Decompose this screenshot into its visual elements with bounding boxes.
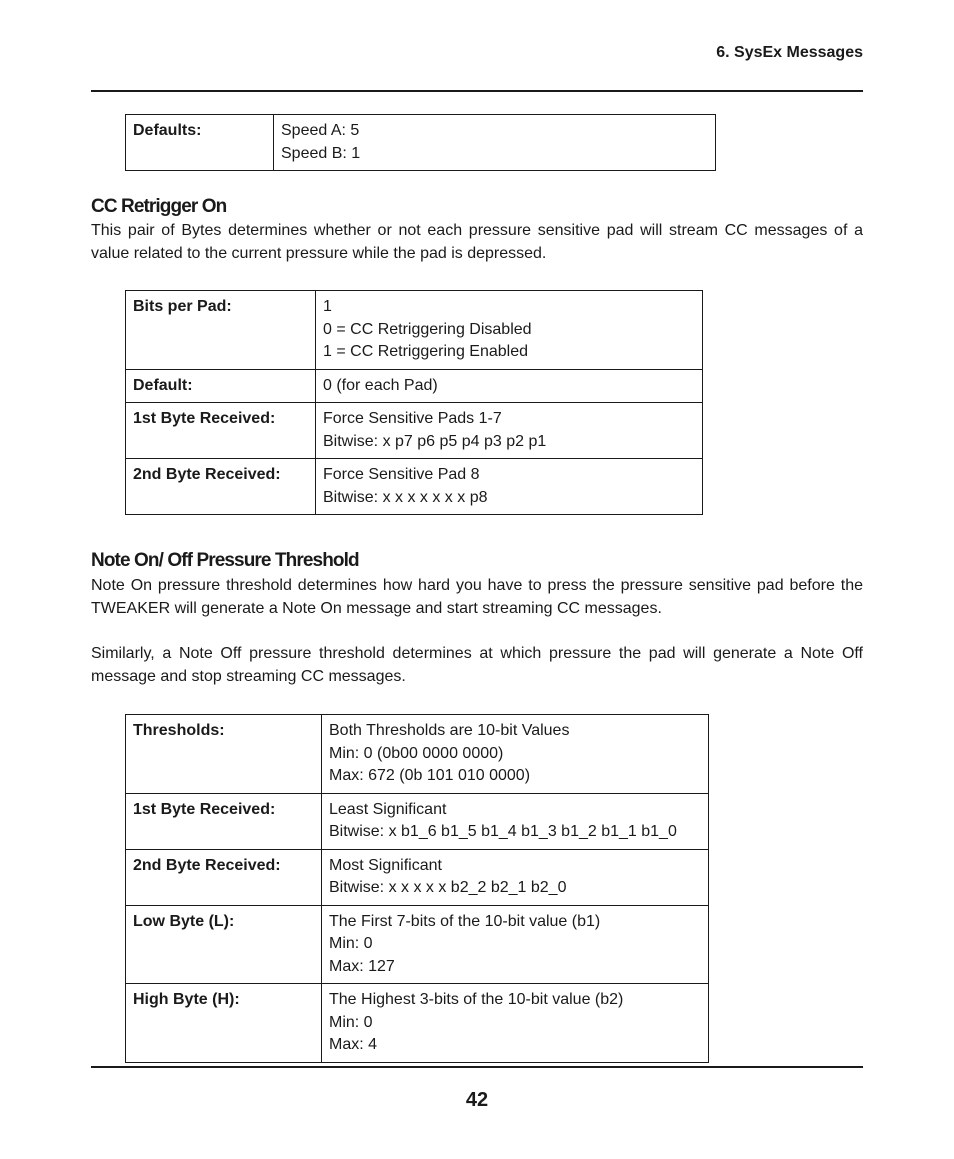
row-label: 2nd Byte Received: xyxy=(126,459,316,515)
note-threshold-description: Note On pressure threshold determines how hard you have to press the pressure sensitive pad before the TWEAKER will generate a Note On message and start streaming CC messages. xyxy=(91,577,863,617)
value-line: Bitwise: x x x x x b2_2 b2_1 b2_0 xyxy=(329,879,567,896)
value-line: Speed B: 1 xyxy=(281,144,361,162)
row-label: Default: xyxy=(126,369,316,403)
cc-retrigger-table xyxy=(125,290,703,515)
value-line: The Highest 3-bits of the 10-bit value (b2) xyxy=(329,991,624,1008)
row-value xyxy=(274,115,716,171)
row-label: 1st Byte Received: xyxy=(126,403,316,459)
value-line: Both Thresholds are 10-bit Values xyxy=(329,722,570,739)
row-label: 1st Byte Received: xyxy=(126,793,322,849)
table-row xyxy=(126,369,703,403)
cc-retrigger-heading: CC Retrigger On xyxy=(91,196,227,217)
row-label: Defaults: xyxy=(126,115,274,171)
row-value xyxy=(322,849,709,905)
value-line: Bitwise: x p7 p6 p5 p4 p3 p2 p1 xyxy=(323,432,547,450)
header-divider xyxy=(91,90,863,92)
table-row xyxy=(126,849,709,905)
defaults-table xyxy=(125,114,716,171)
value-line: 0 (for each Pad) xyxy=(323,376,438,394)
row-value xyxy=(316,291,703,370)
value-line: Max: 127 xyxy=(329,957,395,975)
note-threshold-table xyxy=(125,714,709,1063)
value-line: Force Sensitive Pads 1-7 xyxy=(323,410,502,427)
row-value xyxy=(322,793,709,849)
page-number: 42 xyxy=(465,1089,489,1111)
footer-divider xyxy=(91,1066,863,1068)
row-value xyxy=(322,715,709,794)
value-line: Min: 0 xyxy=(329,935,373,952)
row-value xyxy=(316,459,703,515)
value-line: The First 7-bits of the 10-bit value (b1) xyxy=(329,912,601,930)
row-label: Thresholds: xyxy=(126,715,322,794)
value-line: Bitwise: x b1_6 b1_5 b1_4 b1_3 b1_2 b1_1 b1_0 xyxy=(329,823,677,840)
row-label: High Byte (H): xyxy=(126,984,322,1063)
table-row xyxy=(126,291,703,370)
table-row xyxy=(126,115,716,171)
value-line: Max: 4 xyxy=(329,1036,378,1053)
table-row xyxy=(126,403,703,459)
value-line: Force Sensitive Pad 8 xyxy=(323,466,480,483)
value-line: Max: 672 (0b 101 010 0000) xyxy=(329,767,531,784)
value-line: Most Significant xyxy=(329,856,442,874)
value-line: Bitwise: x x x x x x x p8 xyxy=(323,488,488,506)
row-value xyxy=(322,905,709,984)
value-line: Speed A: 5 xyxy=(281,122,360,139)
row-value xyxy=(316,403,703,459)
row-label: Bits per Pad: xyxy=(126,291,316,370)
value-line: 1 xyxy=(323,298,332,315)
table-row xyxy=(126,905,709,984)
row-value xyxy=(322,984,709,1063)
value-line: Min: 0 (0b00 0000 0000) xyxy=(329,744,504,762)
table-row xyxy=(126,459,703,515)
note-off-description: Similarly, a Note Off pressure threshold determines at which pressure the pad will generate a Note Off message and stop streaming CC messages. xyxy=(91,645,863,685)
row-label: Low Byte (L): xyxy=(126,905,322,984)
value-line: 1 = CC Retriggering Enabled xyxy=(323,343,529,360)
value-line: Least Significant xyxy=(329,800,447,818)
row-value xyxy=(316,369,703,403)
value-line: 0 = CC Retriggering Disabled xyxy=(323,320,532,338)
section-header-title: 6. SysEx Messages xyxy=(716,44,863,61)
table-row xyxy=(126,793,709,849)
cc-retrigger-description: This pair of Bytes determines whether or not each pressure sensitive pad will stream CC messages of a value related to the current pressure while the pad is depressed. xyxy=(91,222,863,262)
table-row xyxy=(126,715,709,794)
table-row xyxy=(126,984,709,1063)
row-label: 2nd Byte Received: xyxy=(126,849,322,905)
value-line: Min: 0 xyxy=(329,1013,373,1031)
note-threshold-heading: Note On/ Off Pressure Threshold xyxy=(91,550,359,571)
